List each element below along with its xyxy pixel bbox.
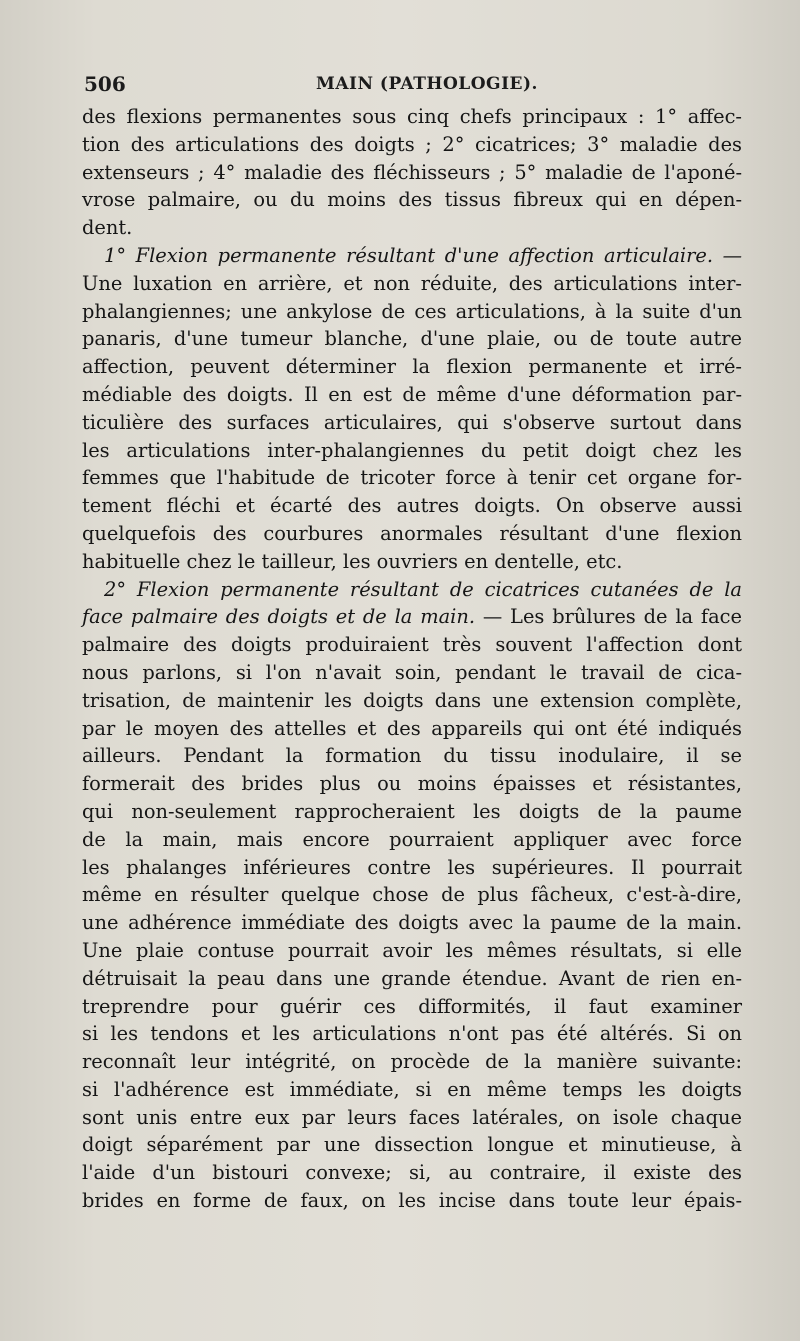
- text-line: vrose palmaire, ou du moins des tissus fibreux qui en dépen-: [82, 188, 742, 212]
- text-line: une adhérence immédiate des doigts avec la paume de la main.: [82, 911, 742, 935]
- text-line: panaris, d'une tumeur blanche, d'une plaie, ou de toute autre: [82, 327, 742, 351]
- text-fragment: — Les brûlures de la face: [475, 605, 742, 629]
- text-line: Une luxation en arrière, et non réduite, des articulations inter-: [82, 271, 742, 295]
- text-line: qui non-seulement rapprocheraient les doigts de la paume: [82, 799, 742, 823]
- text-line: des flexions permanentes sous cinq chefs principaux : 1° affec-: [82, 105, 742, 128]
- text-line: si l'adhérence est immédiate, si en même temps les doigts: [82, 1077, 742, 1101]
- text-line: nous parlons, si l'on n'avait soin, pendant le travail de cica-: [82, 660, 742, 684]
- text-line: par le moyen des attelles et des appareils qui ont été indiqués: [82, 716, 742, 740]
- text-line: les phalanges inférieures contre les supérieures. Il pourrait: [82, 855, 742, 879]
- text-line: de la main, mais encore pourraient appliquer avec force: [82, 827, 742, 851]
- body-text: [82, 103, 742, 1215]
- section-heading-2-cont: face palmaire des doigts et de la main.: [82, 605, 475, 629]
- text-line: palmaire des doigts produiraient très souvent l'affection dont: [82, 633, 742, 657]
- text-line: l'aide d'un bistouri convexe; si, au contraire, il existe des: [82, 1161, 742, 1185]
- section-heading-2: 2° Flexion permanente résultant de cicatrices cutanées de la: [104, 577, 742, 601]
- running-head: MAIN (PATHOLOGIE).: [316, 74, 538, 94]
- text-line: même en résulter quelque chose de plus fâcheux, c'est-à-dire,: [82, 883, 742, 907]
- text-line-mixed: [82, 603, 742, 631]
- text-line: médiable des doigts. Il en est de même d'une déformation par-: [82, 382, 742, 406]
- text-line: habituelle chez le tailleur, les ouvriers en dentelle, etc.: [82, 549, 623, 573]
- text-line: doigt séparément par une dissection longue et minutieuse, à: [82, 1133, 742, 1157]
- text-line: extenseurs ; 4° maladie des fléchisseurs ; 5° maladie de l'aponé-: [82, 160, 742, 184]
- text-line: treprendre pour guérir ces difformités, il faut examiner: [82, 994, 742, 1018]
- text-line: trisation, de maintenir les doigts dans une extension complète,: [82, 688, 742, 712]
- text-line: tement fléchi et écarté des autres doigts. On observe aussi: [82, 494, 742, 518]
- text-line: reconnaît leur intégrité, on procède de la manière suivante:: [82, 1050, 742, 1074]
- text-line: détruisait la peau dans une grande étendue. Avant de rien en-: [82, 966, 742, 990]
- text-line: femmes que l'habitude de tricoter force à tenir cet organe for-: [82, 466, 742, 490]
- text-line: ailleurs. Pendant la formation du tissu inodulaire, il se: [82, 744, 742, 768]
- section-heading-1: 1° Flexion permanente résultant d'une affection articulaire. —: [104, 243, 742, 267]
- text-line: les articulations inter-phalangiennes du petit doigt chez les: [82, 438, 742, 462]
- text-line: phalangiennes; une ankylose de ces articulations, à la suite d'un: [82, 299, 742, 323]
- text-line: Une plaie contuse pourrait avoir les mêmes résultats, si elle: [82, 938, 742, 962]
- text-line: formerait des brides plus ou moins épaisses et résistantes,: [82, 772, 742, 796]
- text-line: ticulière des surfaces articulaires, qui s'observe surtout dans: [82, 410, 742, 434]
- text-line: tion des articulations des doigts ; 2° cicatrices; 3° maladie des: [82, 132, 742, 156]
- text-line: sont unis entre eux par leurs faces latérales, on isole chaque: [82, 1105, 742, 1129]
- text-line: brides en forme de faux, on les incise dans toute leur épais-: [82, 1189, 742, 1213]
- text-line: dent.: [82, 216, 133, 240]
- text-line: si les tendons et les articulations n'ont pas été altérés. Si on: [82, 1022, 742, 1046]
- text-line: affection, peuvent déterminer la flexion permanente et irré-: [82, 355, 742, 379]
- text-line: quelquefois des courbures anormales résultant d'une flexion: [82, 521, 742, 545]
- page-number: 506: [84, 72, 126, 96]
- page-header: [84, 72, 744, 102]
